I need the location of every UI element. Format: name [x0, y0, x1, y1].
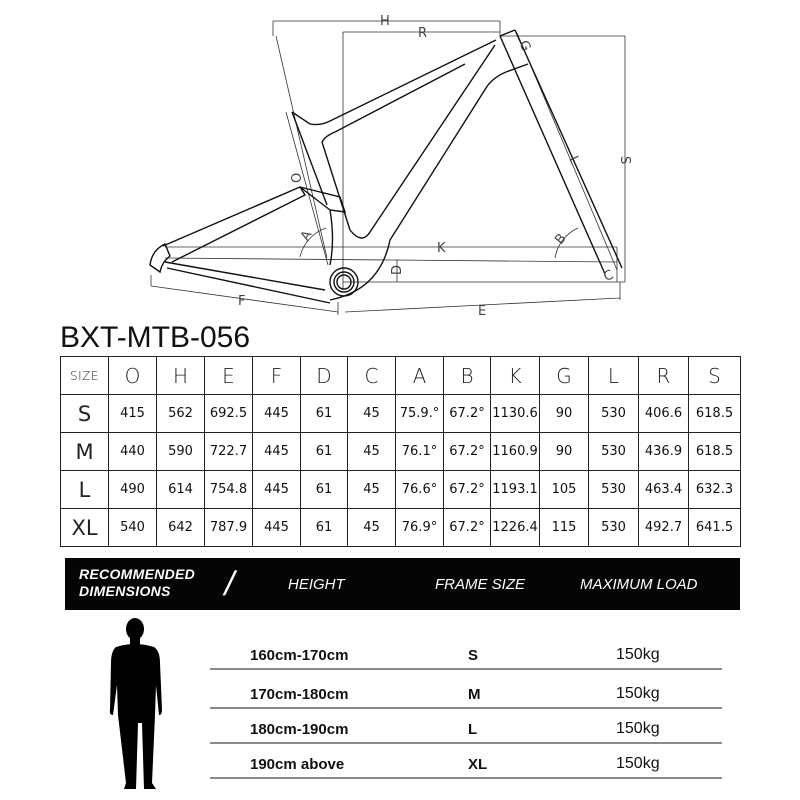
cell: 590 [157, 433, 205, 471]
cell: 642 [157, 509, 205, 547]
frame-geometry-diagram [0, 0, 800, 325]
frame-size: M [468, 686, 481, 703]
header-h: H [157, 357, 205, 395]
cell: 1160.9 [491, 433, 540, 471]
cell: 76.1° [396, 433, 444, 471]
dim-label-g: G [515, 38, 534, 54]
geometry-table [60, 356, 741, 547]
header-b: B [444, 357, 491, 395]
dim-label-s: S [617, 156, 632, 165]
header-l: L [589, 357, 639, 395]
header-g: G [540, 357, 589, 395]
banner-title-line2: DIMENSIONS [79, 583, 171, 599]
cell: 562 [157, 395, 205, 433]
cell: 445 [253, 471, 301, 509]
cell: 61 [301, 433, 348, 471]
cell: 445 [253, 509, 301, 547]
frame-size: S [468, 647, 479, 664]
cell: 440 [109, 433, 157, 471]
header-size: SIZE [61, 357, 109, 395]
recommendation-row [210, 743, 722, 779]
header-d: D [301, 357, 348, 395]
cell: 45 [348, 395, 396, 433]
cell: 787.9 [205, 509, 253, 547]
recommendation-row [210, 673, 722, 709]
dim-label-o: O [290, 172, 305, 183]
banner-title [79, 566, 195, 600]
height-range: 190cm above [250, 756, 345, 773]
header-r: R [639, 357, 689, 395]
banner-title-line1: RECOMMENDED [79, 566, 196, 582]
cell: 530 [589, 509, 639, 547]
cell: 754.8 [205, 471, 253, 509]
header-o: O [109, 357, 157, 395]
max-load: 150kg [616, 720, 660, 737]
cell-size: L [61, 471, 109, 509]
header-a: A [396, 357, 444, 395]
cell: 67.2° [444, 471, 491, 509]
cell: 436.9 [639, 433, 689, 471]
table-header-row [61, 357, 741, 395]
cell: 530 [589, 433, 639, 471]
cell: 76.6° [396, 471, 444, 509]
cell: 415 [109, 395, 157, 433]
dim-label-r: R [418, 26, 428, 41]
frame-size: L [468, 721, 478, 738]
table-row [61, 433, 741, 471]
cell: 406.6 [639, 395, 689, 433]
banner-col-frame-size: FRAME SIZE [435, 576, 526, 593]
cell-size: M [61, 433, 109, 471]
cell: 75.9.° [396, 395, 444, 433]
cell: 445 [253, 395, 301, 433]
height-range: 170cm-180cm [250, 686, 349, 703]
dim-label-k: K [437, 241, 446, 256]
cell: 722.7 [205, 433, 253, 471]
max-load: 150kg [616, 755, 660, 772]
table-row [61, 395, 741, 433]
cell: 90 [540, 433, 589, 471]
cell: 530 [589, 395, 639, 433]
table-row [61, 471, 741, 509]
table-row [61, 509, 741, 547]
recommendation-row [210, 708, 722, 744]
model-title: BXT-MTB-056 [60, 321, 251, 354]
recommended-dimensions-banner [65, 558, 740, 610]
cell: 641.5 [689, 509, 741, 547]
dim-label-d: D [390, 264, 405, 275]
header-c: C [348, 357, 396, 395]
cell: 614 [157, 471, 205, 509]
cell-size: XL [61, 509, 109, 547]
max-load: 150kg [616, 646, 660, 663]
cell: 115 [540, 509, 589, 547]
dim-label-l: L [565, 153, 583, 167]
cell: 45 [348, 509, 396, 547]
cell: 61 [301, 509, 348, 547]
cell: 67.2° [444, 395, 491, 433]
cell: 632.3 [689, 471, 741, 509]
recommendation-row [210, 634, 722, 670]
dim-label-h: H [380, 14, 390, 29]
cell: 67.2° [444, 509, 491, 547]
cell: 1130.6 [491, 395, 540, 433]
dim-label-f: F [238, 294, 246, 309]
dim-label-a: A [297, 228, 316, 244]
cell: 105 [540, 471, 589, 509]
banner-col-height: HEIGHT [288, 576, 345, 593]
cell: 61 [301, 395, 348, 433]
cell: 463.4 [639, 471, 689, 509]
human-silhouette-icon [100, 615, 170, 795]
header-k: K [491, 357, 540, 395]
header-e: E [205, 357, 253, 395]
dim-label-c: C [601, 267, 616, 285]
dim-label-e: E [478, 304, 487, 319]
height-range: 180cm-190cm [250, 721, 349, 738]
cell: 76.9° [396, 509, 444, 547]
cell: 692.5 [205, 395, 253, 433]
cell: 67.2° [444, 433, 491, 471]
header-s: S [689, 357, 741, 395]
cell: 1193.1 [491, 471, 540, 509]
frame-size: XL [468, 756, 488, 773]
height-range: 160cm-170cm [250, 647, 349, 664]
cell: 492.7 [639, 509, 689, 547]
cell: 540 [109, 509, 157, 547]
cell: 1226.4 [491, 509, 540, 547]
cell: 45 [348, 433, 396, 471]
cell: 618.5 [689, 433, 741, 471]
cell: 490 [109, 471, 157, 509]
cell: 45 [348, 471, 396, 509]
cell: 530 [589, 471, 639, 509]
banner-col-max-load: MAXIMUM LOAD [580, 576, 698, 593]
cell: 90 [540, 395, 589, 433]
cell-size: S [61, 395, 109, 433]
dim-label-b: B [552, 231, 570, 248]
header-f: F [253, 357, 301, 395]
banner-slash: / [220, 565, 239, 603]
cell: 445 [253, 433, 301, 471]
cell: 618.5 [689, 395, 741, 433]
cell: 61 [301, 471, 348, 509]
max-load: 150kg [616, 685, 660, 702]
